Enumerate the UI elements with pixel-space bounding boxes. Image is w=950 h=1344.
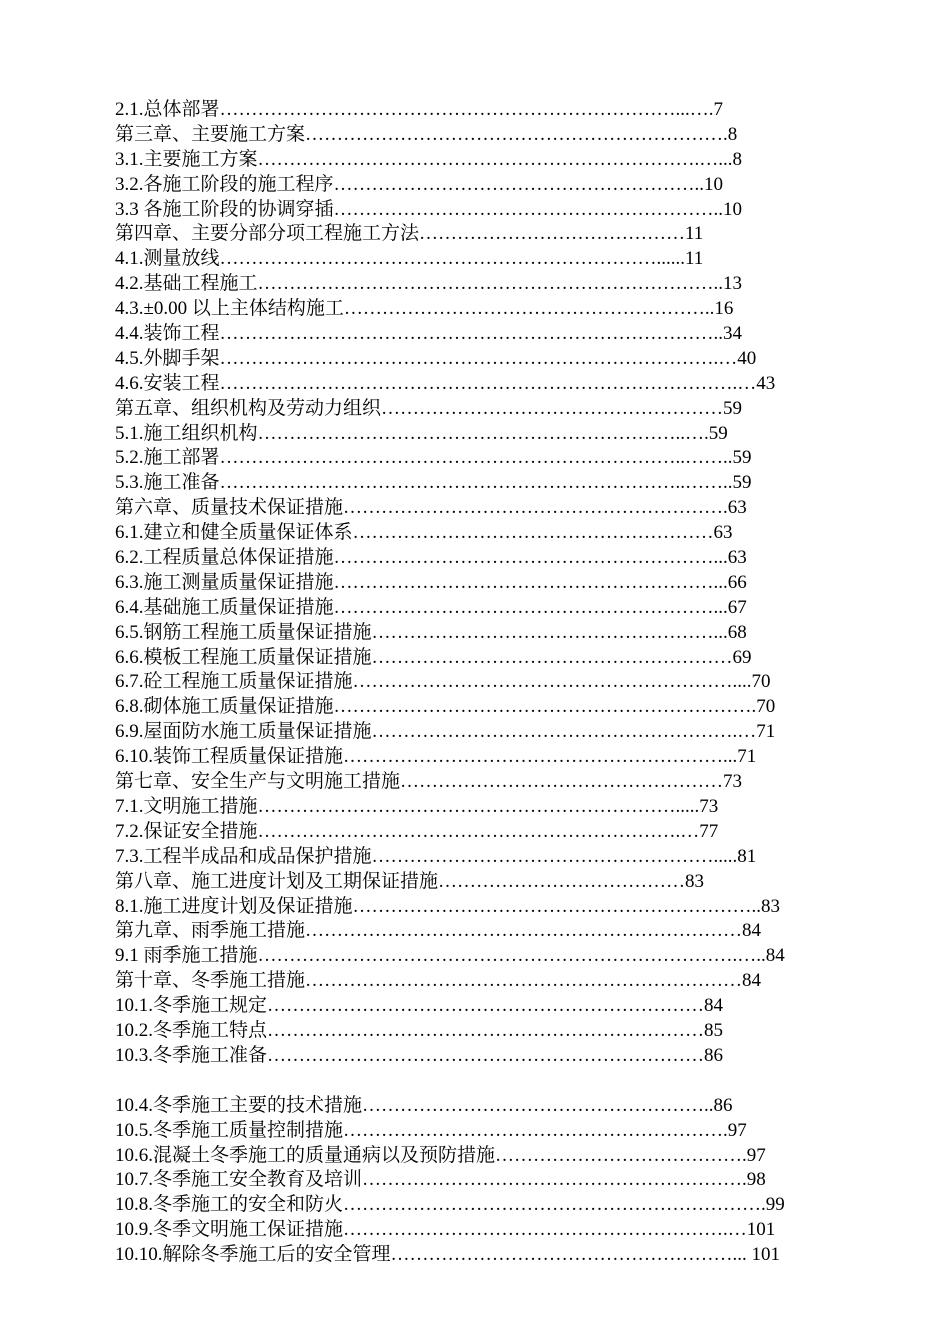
- toc-entry-text: 10.8.冬季施工的安全和防火………………………………………………………….99: [115, 1194, 785, 1216]
- toc-entry: [115, 969, 875, 994]
- toc-entry: [115, 795, 875, 820]
- toc-entry: [115, 1168, 875, 1193]
- toc-entry: [115, 1218, 875, 1243]
- toc-entry-text: 6.2.工程质量总体保证措施……………………………………………………...63: [115, 547, 747, 569]
- toc-entry-text: 10.9.冬季文明施工保证措施…………………………………………………….…101: [115, 1219, 776, 1241]
- toc-entry-text: 4.4.装饰工程……………………………………………………………………..34: [115, 323, 743, 345]
- toc-entry-text: 4.3.±0.00 以上主体结构施工…………………………………………………..16: [115, 298, 734, 320]
- toc-entry-text: 4.2.基础工程施工………………………………………………………………..13: [115, 273, 743, 295]
- toc-entry-text: 6.3.施工测量质量保证措施……………………………………………………...66: [115, 571, 747, 593]
- toc-entry-text: 9.1 雨季施工措施………………………………………………………………….…..84: [115, 945, 785, 967]
- toc-entry: [115, 1044, 875, 1069]
- toc-entry-text: 第八章、施工进度计划及工期保证措施…………………………………83: [115, 870, 705, 892]
- toc-entry: [115, 720, 875, 745]
- toc-entry: [115, 247, 875, 272]
- toc-entry-text: 第六章、质量技术保证措施…………………………………………………….63: [115, 497, 747, 519]
- toc-entry-text: 10.3.冬季施工准备……………………………………………………………86: [115, 1044, 724, 1066]
- toc-entry: [115, 496, 875, 521]
- toc-entry: [115, 446, 875, 471]
- toc-entry: [115, 546, 875, 571]
- toc-entry: [115, 870, 875, 895]
- toc-entry: [115, 173, 875, 198]
- toc-entry-text: 7.1.文明施工措施………………………………………………………….....73: [115, 795, 719, 817]
- toc-entry: [115, 820, 875, 845]
- toc-entry-text: 6.9.屋面防水施工质量保证措施………………………………………………….…71: [115, 721, 776, 743]
- toc-entry-text: 4.1.测量放线……………………………………………………………......11: [115, 248, 704, 270]
- toc-entry-text: 第七章、安全生产与文明施工措施……………………………………………73: [115, 771, 743, 793]
- toc-entry-text: 3.1.主要施工方案…………………………………………………………….…...8: [115, 148, 743, 170]
- toc-entry: [115, 695, 875, 720]
- toc-entry: [115, 646, 875, 671]
- toc-entry-text: 7.3.工程半成品和成品保护措施……………………………………………….....81: [115, 845, 757, 867]
- toc-entry-text: 10.2.冬季施工特点……………………………………………………………85: [115, 1019, 724, 1041]
- toc-entry: [115, 123, 875, 148]
- toc-entry-text: 6.7.砼工程施工质量保证措施……………………………………………………....70: [115, 671, 771, 693]
- toc-entry: [115, 1243, 875, 1268]
- toc-entry: [115, 1119, 875, 1144]
- toc-entry-text: 10.1.冬季施工规定……………………………………………………………84: [115, 995, 724, 1017]
- toc-entry-text: 第十章、冬季施工措施……………………………………………………………84: [115, 970, 762, 992]
- toc-entry: [115, 471, 875, 496]
- toc-entry-text: 5.2.施工部署………………………………………………………………..……..59: [115, 447, 752, 469]
- toc-entry: [115, 770, 875, 795]
- toc-entry: [115, 397, 875, 422]
- toc-entry: [115, 944, 875, 969]
- toc-entry-text: 4.5.外脚手架…………………………………………………………………….…40: [115, 347, 757, 369]
- toc-entry: [115, 845, 875, 870]
- toc-entry-text: 第九章、雨季施工措施……………………………………………………………84: [115, 920, 762, 942]
- toc-entry: [115, 521, 875, 546]
- toc-entry: [115, 98, 875, 123]
- toc-entry-text: 2.1.总体部署………………………………………………………………...….7: [115, 99, 724, 120]
- toc-entry-text: 5.1.施工组织机构…………………………………………………………..….59: [115, 422, 728, 444]
- toc-entry: [115, 571, 875, 596]
- toc-entry: [115, 272, 875, 297]
- table-of-contents: [115, 98, 875, 1268]
- toc-entry-text: 第四章、主要分部分项工程施工方法……………………………………11: [115, 223, 704, 245]
- toc-entry: [115, 1144, 875, 1169]
- toc-entry: [115, 1193, 875, 1218]
- toc-entry: [115, 994, 875, 1019]
- toc-entry-text: 4.6.安装工程……………………………………………………………………….…43: [115, 372, 776, 394]
- toc-entry: [115, 596, 875, 621]
- toc-entry: [115, 621, 875, 646]
- toc-entry: [115, 347, 875, 372]
- toc-entry: [115, 1094, 875, 1119]
- toc-entry-text: 10.4.冬季施工主要的技术措施………………………………………………..86: [115, 1094, 733, 1116]
- toc-entry-text: 3.3 各施工阶段的协调穿插……………………………………………………..10: [115, 198, 743, 220]
- toc-entry-text: 6.4.基础施工质量保证措施……………………………………………………...67: [115, 596, 747, 618]
- toc-entry-text: 10.6.混凝土冬季施工的质量通病以及预防措施………………………………….97: [115, 1144, 766, 1166]
- toc-spacer: [115, 1069, 875, 1094]
- toc-entry-text: 6.5.钢筋工程施工质量保证措施………………………………………………...68: [115, 621, 747, 643]
- toc-entry-text: 6.10.装饰工程质量保证措施……………………………………………………...71: [115, 746, 757, 768]
- toc-entry: [115, 372, 875, 397]
- toc-entry: [115, 670, 875, 695]
- toc-entry-text: 6.8.砌体施工质量保证措施………………………………………………………….70: [115, 696, 776, 718]
- toc-entry: [115, 422, 875, 447]
- toc-entry: [115, 322, 875, 347]
- toc-entry: [115, 148, 875, 173]
- toc-entry-text: 第三章、主要施工方案………………………………………………………….8: [115, 123, 738, 145]
- toc-entry-text: 8.1.施工进度计划及保证措施………………………………………………………..83: [115, 895, 781, 917]
- toc-entry-text: 10.10.解除冬季施工后的安全管理………………………………………………... 101: [115, 1244, 781, 1266]
- toc-entry: [115, 745, 875, 770]
- toc-entry-text: 6.1.建立和健全质量保证体系…………………………………………………63: [115, 522, 733, 544]
- toc-entry-text: 第五章、组织机构及劳动力组织………………………………………………59: [115, 397, 743, 419]
- toc-entry: [115, 222, 875, 247]
- toc-entry: [115, 919, 875, 944]
- toc-entry-text: 6.6.模板工程施工质量保证措施…………………………………………………69: [115, 646, 752, 668]
- toc-entry: [115, 198, 875, 223]
- toc-entry-text: 10.5.冬季施工质量控制措施…………………………………………………….97: [115, 1119, 747, 1141]
- toc-entry: [115, 895, 875, 920]
- toc-entry: [115, 1019, 875, 1044]
- toc-entry: [115, 297, 875, 322]
- toc-entry-text: 3.2.各施工阶段的施工程序…………………………………………………..10: [115, 173, 724, 195]
- toc-entry-text: 5.3.施工准备………………………………………………………………..……..59: [115, 472, 752, 494]
- toc-entry-text: 7.2.保证安全措施………………………………………………………….…77: [115, 820, 719, 842]
- toc-entry-text: 10.7.冬季施工安全教育及培训…………………………………………………….98: [115, 1169, 766, 1191]
